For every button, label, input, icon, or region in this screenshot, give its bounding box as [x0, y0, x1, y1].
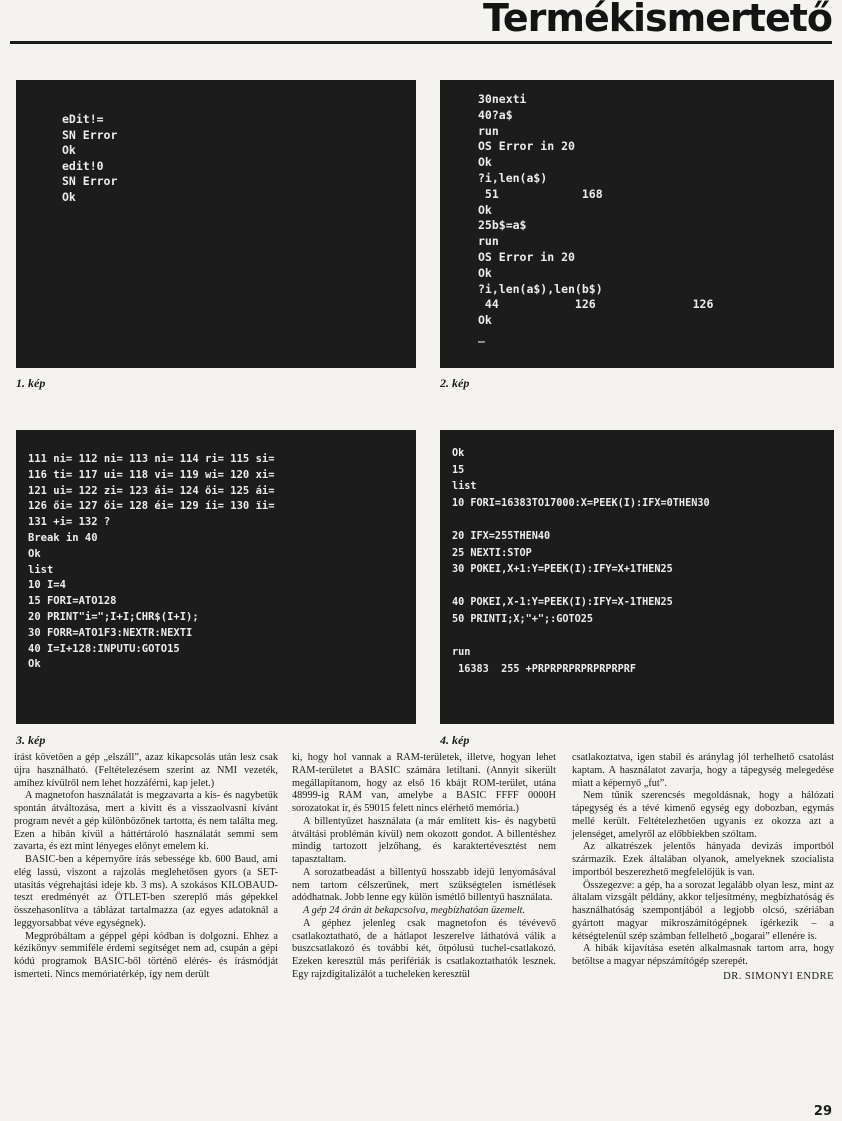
paragraph: csatlakoztatva, igen stabil és aránylag jól terhelhető csatolást kaptam. A használatot zavarja, hogy a tápegység melegedése miatt a képernyő „fut”.	[572, 752, 834, 789]
author-signature: DR. SIMONYI ENDRE	[723, 970, 834, 982]
header-rule	[10, 41, 832, 44]
paragraph: A gép 24 órán át bekapcsolva, megbízhatóan üzemelt.	[303, 905, 526, 916]
paragraph: A billentyűzet használata (a már említett kis- és nagybetű átváltási problémán kívül) nem okozott gondot. A billentéshez mindig tartozott jelzőhang, és karaktertévesztést nem tapasztaltam.	[292, 815, 556, 865]
paragraph: ki, hogy hol vannak a RAM-területek, illetve, hogyan lehet RAM-területet a BASIC számára letiltani. (Annyit sikerült megállapítanom, hogy az első 16 kbájt ROM-terület, utána 48999-ig RAM van, amelybe a BASIC FFFF 0000H sorozatokat ír, és 59015 felett nincs elérhető memória.)	[292, 752, 556, 814]
text-column-2	[292, 752, 556, 982]
paragraph: Összegezve: a gép, ha a sorozat legalább olyan lesz, mint az általam vizsgált példány, akkor teljesítmény, megbízhatóság és használhatóság szempontjából a legjobb olcsó, szériában gyártott magyar mikroszámítógépnek ígérkezik – a kétségtelenül szép számban fellelhető „bogarai” ellenére is.	[572, 879, 834, 942]
screen-2-text: 30nexti 40?a$ run OS Error in 20 Ok ?i,len(a$) 51 168 Ok 25b$=a$ run OS Error in 20 Ok ?i,len(a$),len(b$) 44 126 126 Ok _	[478, 92, 714, 343]
page-number: 29	[813, 1104, 832, 1119]
text-column-3	[572, 752, 834, 984]
screen-4-text: Ok 15 list 10 FORI=16383TO17000:X=PEEK(I):IFX=0THEN30 20 IFX=255THEN40 25 NEXTI:STOP 30 POKEI,X+1:Y=PEEK(I):IFY=X+1THEN25 40 POKEI,X-1:Y=PEEK(I):IFY=X-1THEN25 50 PRINTI;X;"+";:GOTO25 run 16383 255 +PRPRPRPRPRPRPRPRF	[452, 448, 710, 675]
page-header	[0, 0, 842, 48]
screen-1-text: eDit!= SN Error Ok edit!0 SN Error Ok	[62, 112, 118, 204]
paragraph: A géphez jelenleg csak magnetofon és tévévevő csatlakoztatható, de a hátlapot leszerelve láthatóvá válik a buszcsatlakozó és további két, ötpólusú tuchel-csatlakozó. Ezeken keresztül más perifériák is csatlakoztathatók lesznek. Egy rajzdigitalizálót a tucheleken keresztül	[292, 917, 556, 980]
paragraph: Nem tűnik szerencsés megoldásnak, hogy a hálózati tápegység és a tévé kimenő egység egy dobozban, egymás mellé került. Feltételezhetően ugyanis ez okozza azt a jelenséget, amelyről az előbbiekben szóltam.	[572, 790, 834, 840]
screenshot-1	[16, 80, 416, 368]
screen-3-text: 111 ni= 112 ni= 113 ni= 114 ri= 115 si= 116 ti= 117 ui= 118 vi= 119 wi= 120 xi= 121 ui= 122 zi= 123 ái= 124 ői= 125 ái= 126 ői= 127 ői= 128 éi= 129 íi= 130 ïi= 131 +i= 132 ? Break in 40 Ok list 10 I=4 15 FORI=ATO128 20 PRINT"i=";I+I;CHR$(I+I); 30 FORR=ATO1F3:NEXTR:NEXTI 40 I=I+128:INPUTU:GOTO15 Ok	[28, 453, 275, 671]
paragraph: A magnetofon használatát is megzavarta a kis- és nagybetűk spontán átváltozása, mert a kivitt és a visszaolvasni kívánt program nevét a gép különbözőnek tartotta, és nem találta meg. Ezen a hibán kívül a háttértároló használatát semmi sem zavarta, és ezt mint lényeges előnyt emelem ki.	[14, 790, 278, 853]
screenshot-2	[440, 80, 834, 368]
caption-4: 4. kép	[440, 733, 470, 747]
section-title: Termékismertető	[483, 0, 832, 40]
caption-2: 2. kép	[440, 376, 470, 390]
screenshot-4	[440, 430, 834, 724]
caption-1: 1. kép	[16, 376, 46, 390]
paragraph: A hibák kijavítása esetén alkalmasnak tartom arra, hogy betöltse a magyar népszámítógép szerepét.	[572, 943, 834, 967]
caption-3: 3. kép	[16, 733, 46, 747]
paragraph: A sorozatbeadást a billentyű hosszabb idejű lenyomásával nem tartom célszerűnek, mert szükségtelen ismétlések adódhatnak. Jobb lenne egy külön ismétlő billentyű használata.	[292, 866, 556, 904]
text-column-1	[14, 752, 278, 982]
paragraph: Az alkatrészek jelentős hányada devizás importból származik. Ezek általában olyanok, amelyeknek szocialista importból beszerezhető megfelelőjük is van.	[572, 841, 834, 878]
paragraph: írást követően a gép „elszáll”, azaz kikapcsolás után lesz csak újra használható. (Feltételezésem szerint az NMI vezeték, amihez kívülről nem lehet hozzáférni, kap jelet.)	[14, 752, 278, 789]
paragraph: BASIC-ben a képernyőre írás sebessége kb. 600 Baud, ami elég lassú, viszont a rajzolás meglehetősen gyors (a SET-utasítás végrehajtási ideje kb. 3 ms). A szokásos KILOBAUD-teszt eredményét az ÖTLET-ben szereplő más gépekkel összehasonlítva a táblázat tartalmazza (az egyes adatoknál a leggyorsabbat véve egységnek).	[14, 854, 278, 929]
paragraph: Megpróbáltam a géppel gépi kódban is dolgozni. Ehhez a kézikönyv semmiféle érdemi segítséget nem ad, csupán a gépi kódú programok BASIC-ből történő elérés- és írásmódját ismerteti. Nincs memóriatérkép, így nem derült	[14, 930, 278, 980]
screenshot-3	[16, 430, 416, 724]
